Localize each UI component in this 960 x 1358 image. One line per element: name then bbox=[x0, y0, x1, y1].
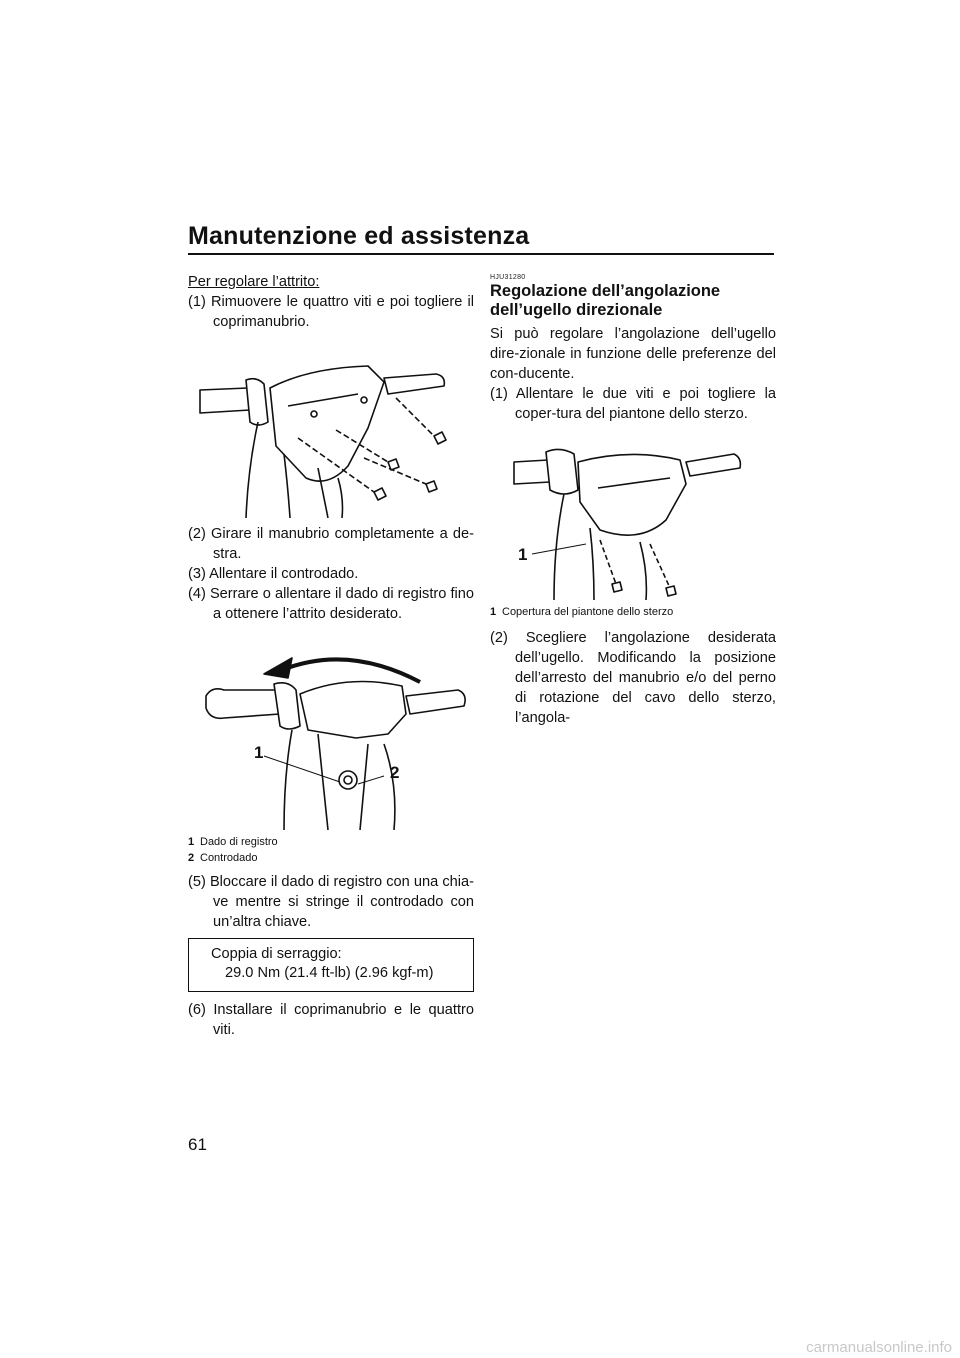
legend-number: 1 bbox=[490, 606, 497, 618]
step-5-lock-nut: (5) Bloccare il dado di registro con una chia-ve mentre si stringe il controdado con un’altra chiave. bbox=[188, 874, 474, 930]
step-2-choose-angle: (2) Scegliere l’angolazione desiderata dell’ugello. Modificando la posizione dell’arresto del manubrio e/o del perno di rotazione del cavo dello sterzo, l’angola- bbox=[490, 630, 776, 726]
torque-label: Coppia di serraggio: bbox=[211, 946, 342, 962]
callout-1-column-cover: 1 bbox=[518, 545, 528, 564]
page-title: Manutenzione ed assistenza bbox=[188, 222, 530, 250]
title-rule bbox=[188, 253, 774, 255]
step-6-install-cover: (6) Installare il coprimanubrio e le quattro viti. bbox=[188, 1002, 474, 1038]
legend-text: Copertura del piantone dello sterzo bbox=[502, 606, 674, 618]
handlebar-cover-illustration bbox=[188, 338, 474, 520]
figure-legend-left bbox=[188, 834, 474, 866]
callout-2-locknut: 2 bbox=[390, 763, 400, 782]
legend-item bbox=[490, 604, 776, 620]
section-intro: Si può regolare l’angolazione dell’ugello dire-zionale in funzione delle preferenze del con-ducente. bbox=[490, 326, 776, 382]
callout-1-adjusting-nut: 1 bbox=[254, 743, 264, 762]
torque-spec-box bbox=[188, 938, 474, 992]
figure-legend-right bbox=[490, 604, 776, 620]
adjusting-nut-illustration bbox=[188, 634, 474, 830]
figure-handlebar-cover-removal bbox=[188, 338, 474, 520]
section-title: Regolazione dell’angolazione dell’ugello direzionale bbox=[490, 282, 721, 319]
steering-column-cover-illustration bbox=[490, 432, 776, 600]
legend-text: Controdado bbox=[200, 852, 258, 864]
section-code: HJU31280 bbox=[490, 274, 526, 281]
step-4-adjust-nut: (4) Serrare o allentare il dado di registro fino a ottenere l’attrito desiderato. bbox=[188, 586, 474, 622]
legend-number: 2 bbox=[188, 852, 195, 864]
legend-text: Dado di registro bbox=[200, 836, 278, 848]
figure-adjusting-nut bbox=[188, 634, 474, 830]
figure-steering-column-cover bbox=[490, 432, 776, 600]
left-column bbox=[188, 272, 474, 1040]
step-2-turn-handlebar: (2) Girare il manubrio completamente a de-stra. bbox=[188, 526, 474, 562]
friction-subheading: Per regolare l’attrito: bbox=[188, 274, 320, 290]
legend-number: 1 bbox=[188, 836, 195, 848]
watermark: carmanualsonline.info bbox=[806, 1339, 952, 1356]
legend-item bbox=[188, 850, 474, 866]
step-3-loosen-locknut: (3) Allentare il controdado. bbox=[188, 566, 359, 582]
right-column bbox=[490, 272, 776, 728]
step-1-remove-cover: (1) Rimuovere le quattro viti e poi togliere il coprimanubrio. bbox=[188, 294, 474, 330]
torque-value: 29.0 Nm (21.4 ft-lb) (2.96 kgf-m) bbox=[225, 965, 434, 981]
step-1-remove-column-cover: (1) Allentare le due viti e poi togliere la coper-tura del piantone dello sterzo. bbox=[490, 386, 776, 422]
legend-item bbox=[188, 834, 474, 850]
page-number: 61 bbox=[188, 1135, 207, 1154]
